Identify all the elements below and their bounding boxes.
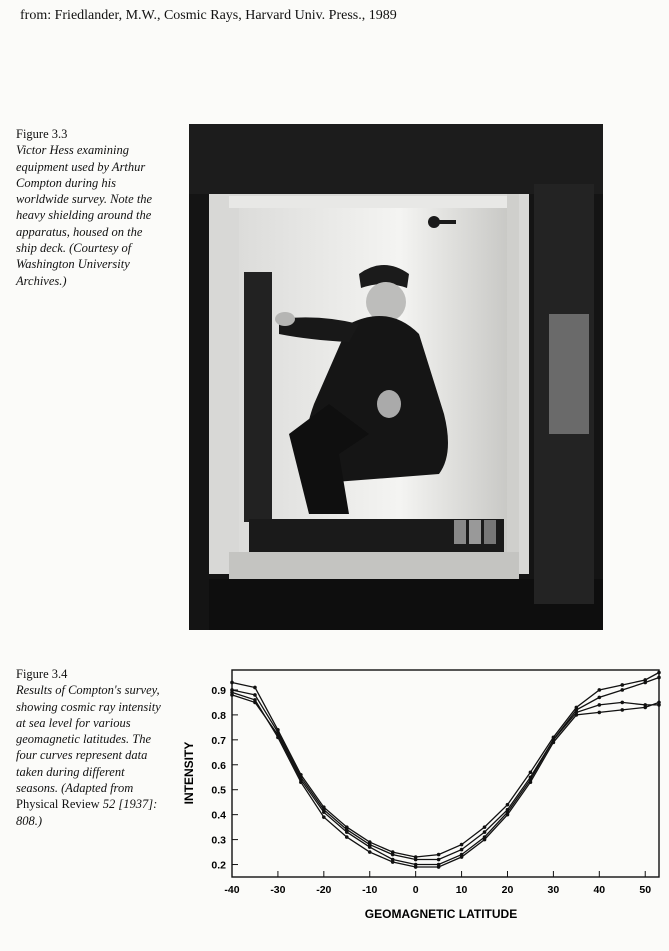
series-4-point: [391, 860, 395, 864]
series-2-point: [643, 681, 647, 685]
y-tick-label: 0.6: [211, 759, 226, 772]
intensity-latitude-chart: [176, 660, 666, 930]
series-1-point: [460, 843, 464, 847]
series-4-point: [643, 706, 647, 710]
series-line-3: [232, 695, 659, 865]
figure-3-4-label: Figure 3.4: [16, 667, 68, 681]
series-3-point: [322, 810, 326, 814]
series-2-point: [437, 858, 441, 862]
series-1-point: [529, 770, 533, 774]
series-1-point: [598, 688, 602, 692]
series-2-point: [460, 848, 464, 852]
series-line-4: [232, 692, 659, 867]
series-4-point: [276, 736, 280, 740]
series-2-point: [414, 858, 418, 862]
series-4-point: [657, 701, 661, 705]
x-tick-label: -30: [270, 884, 286, 896]
caption-journal: Physical Review: [16, 797, 100, 812]
series-3-point: [345, 830, 349, 834]
series-4-point: [437, 865, 441, 869]
series-4-point: [322, 815, 326, 819]
series-4-point: [620, 708, 624, 712]
series-4-point: [575, 713, 579, 717]
x-tick-label: 0: [412, 884, 419, 896]
series-4-point: [299, 780, 303, 784]
series-1-point: [437, 853, 441, 857]
figure-3-3-label: Figure 3.3: [16, 127, 68, 141]
y-axis-label: INTENSITY: [182, 741, 196, 805]
series-4-point: [460, 855, 464, 859]
series-2-point: [657, 676, 661, 680]
series-2-point: [620, 688, 624, 692]
series-2-point: [391, 853, 395, 857]
figure-3-4-caption: [16, 666, 166, 829]
x-tick-label: 50: [639, 884, 652, 896]
y-tick-label: 0.4: [211, 809, 226, 822]
series-4-point: [483, 838, 487, 842]
x-tick-label: -40: [224, 884, 240, 896]
x-tick-label: 20: [501, 884, 514, 896]
caption-part-b: 52 [1937]: 808.): [16, 797, 158, 828]
series-1-point: [657, 671, 661, 675]
x-axis-label: GEOMAGNETIC LATITUDE: [364, 907, 518, 921]
series-4-point: [253, 698, 257, 702]
series-3-point: [620, 701, 624, 705]
x-tick-label: 30: [547, 884, 560, 896]
x-tick-label: 10: [455, 884, 468, 896]
series-1-point: [506, 803, 510, 807]
series-1-point: [230, 681, 234, 685]
series-4-point: [506, 813, 510, 817]
series-4-point: [230, 691, 234, 695]
series-line-2: [232, 678, 659, 860]
series-4-point: [598, 711, 602, 715]
series-4-point: [345, 835, 349, 839]
y-tick-label: 0.8: [211, 709, 226, 722]
series-4-point: [414, 865, 418, 869]
source-citation: from: Friedlander, M.W., Cosmic Rays, Harvard Univ. Press., 1989: [20, 8, 397, 23]
series-1-point: [620, 683, 624, 687]
y-tick-label: 0.3: [211, 834, 226, 847]
series-3-point: [368, 845, 372, 849]
series-2-point: [483, 830, 487, 834]
figure-3-3-text: Victor Hess examining equipment used by Arthur Compton during his worldwide survey. Note the heavy shielding around the apparatus, housed on the ship deck. (Courtesy of Washington University Archives.): [16, 143, 153, 288]
y-tick-label: 0.5: [211, 784, 226, 797]
figure-3-4-text: [16, 682, 166, 829]
hess-photograph: [189, 124, 603, 630]
y-tick-label: 0.2: [211, 859, 226, 872]
series-3-point: [598, 703, 602, 707]
series-4-point: [529, 780, 533, 784]
series-4-point: [552, 741, 556, 745]
series-1-point: [483, 825, 487, 829]
y-tick-label: 0.7: [211, 734, 226, 747]
y-tick-label: 0.9: [211, 684, 226, 697]
series-1-point: [253, 686, 257, 690]
figure-3-3-caption: [16, 126, 166, 289]
series-4-point: [368, 850, 372, 854]
x-tick-label: -20: [316, 884, 332, 896]
series-2-point: [598, 696, 602, 700]
x-tick-label: 40: [593, 884, 606, 896]
caption-part-a: Results of Compton's survey, showing cosmic ray intensity at sea level for various geomagnetic latitudes. The four curves represent data taken during different seasons. (Adapted from: [16, 683, 161, 796]
x-tick-label: -10: [362, 884, 378, 896]
series-2-point: [253, 693, 257, 697]
